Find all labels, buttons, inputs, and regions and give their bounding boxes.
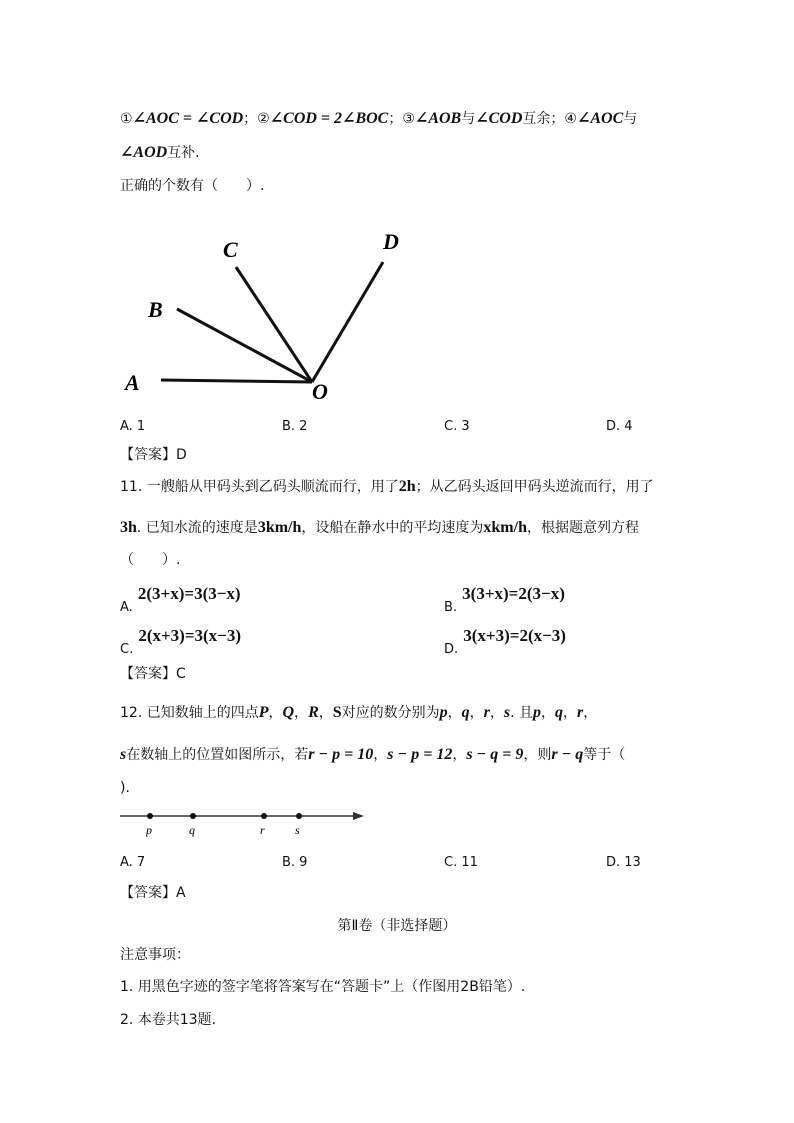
label-O: O xyxy=(312,379,328,404)
q12-stem-line2: s在数轴上的位置如图所示，若r − p = 10，s − p = 12，s − q = 9，则r − q等于（ xyxy=(120,746,626,763)
label-C: C xyxy=(223,237,238,262)
part2-title: 第Ⅱ卷（非选择题） xyxy=(337,918,457,934)
q10-answer: 【答案】D xyxy=(120,447,187,463)
q10-s1-expr: ∠AOC = ∠COD xyxy=(132,110,244,127)
part2-notice-item2: 2. 本卷共13题. xyxy=(120,1012,217,1028)
point-r xyxy=(261,813,267,819)
label-A: A xyxy=(125,370,140,395)
q12-answer: 【答案】A xyxy=(120,885,186,901)
q10-statements-line2: ∠AOD互补. xyxy=(120,144,200,161)
axis-arrow xyxy=(353,812,364,820)
q11-stem-line1: 11. 一艘船从甲码头到乙码头顺流而行，用了2h；从乙码头返回甲码头逆流而行，用了 xyxy=(120,478,654,495)
ray-OC xyxy=(236,267,312,382)
part2-notice-item1: 1. 用黑色字迹的签字笔将答案写在“答题卡”上（作图用2B铅笔）. xyxy=(120,979,526,995)
ray-OB xyxy=(177,309,312,382)
q10-option-a: A. 1 xyxy=(120,419,146,434)
q10-option-b: B. 2 xyxy=(282,419,308,434)
q12-stem-line1: 12. 已知数轴上的四点P，Q，R，S对应的数分别为p，q，r，s. 且p，q，r， xyxy=(120,704,598,721)
q10-statements-line1: ①∠AOC = ∠COD；②∠COD = 2∠BOC；③∠AOB与∠COD互余；④∠AOC与 xyxy=(120,110,638,127)
q12-option-a: A. 7 xyxy=(120,855,146,870)
q12-option-b: B. 9 xyxy=(282,855,308,870)
q11-stem-line2: 3h. 已知水流的速度是3km/h，设船在静水中的平均速度为xkm/h，根据题意列方程 xyxy=(120,519,639,536)
q10-prompt: 正确的个数有（ ）. xyxy=(120,178,265,194)
q12-stem-line3: ). xyxy=(120,780,130,796)
q12-option-d: D. 13 xyxy=(606,855,641,870)
q10-option-d: D. 4 xyxy=(606,419,633,434)
q11-option-d: $_{D.}$ 3(x+3)=2(x−3) xyxy=(444,626,566,657)
q10-angle-figure xyxy=(115,222,415,407)
axis-label-q: q xyxy=(189,823,195,837)
axis-label-r: r xyxy=(260,823,265,837)
ray-OD xyxy=(312,262,383,382)
q12-number-line xyxy=(118,805,368,840)
q10-s2-expr: ∠COD = 2∠BOC xyxy=(269,110,389,127)
q10-option-c: C. 3 xyxy=(444,419,470,434)
label-B: B xyxy=(148,297,163,322)
part2-notice-heading: 注意事项： xyxy=(120,947,190,963)
q11-stem-line3: （ ）. xyxy=(120,552,181,568)
q11-option-b: $_{B.}$ 3(3+x)=2(3−x) xyxy=(444,584,565,615)
q11-option-a: $_{A.}$ 2(3+x)=3(3−x) xyxy=(120,584,241,615)
point-p xyxy=(147,813,153,819)
q12-option-c: C. 11 xyxy=(444,855,478,870)
axis-label-p: p xyxy=(146,823,152,837)
axis-label-s: s xyxy=(295,823,300,837)
point-q xyxy=(190,813,196,819)
label-D: D xyxy=(383,229,399,254)
q11-answer: 【答案】C xyxy=(120,666,186,682)
q11-option-c: $_{C.}$ 2(x+3)=3(x−3) xyxy=(120,626,242,657)
point-s xyxy=(296,813,302,819)
ray-OA xyxy=(161,380,312,382)
